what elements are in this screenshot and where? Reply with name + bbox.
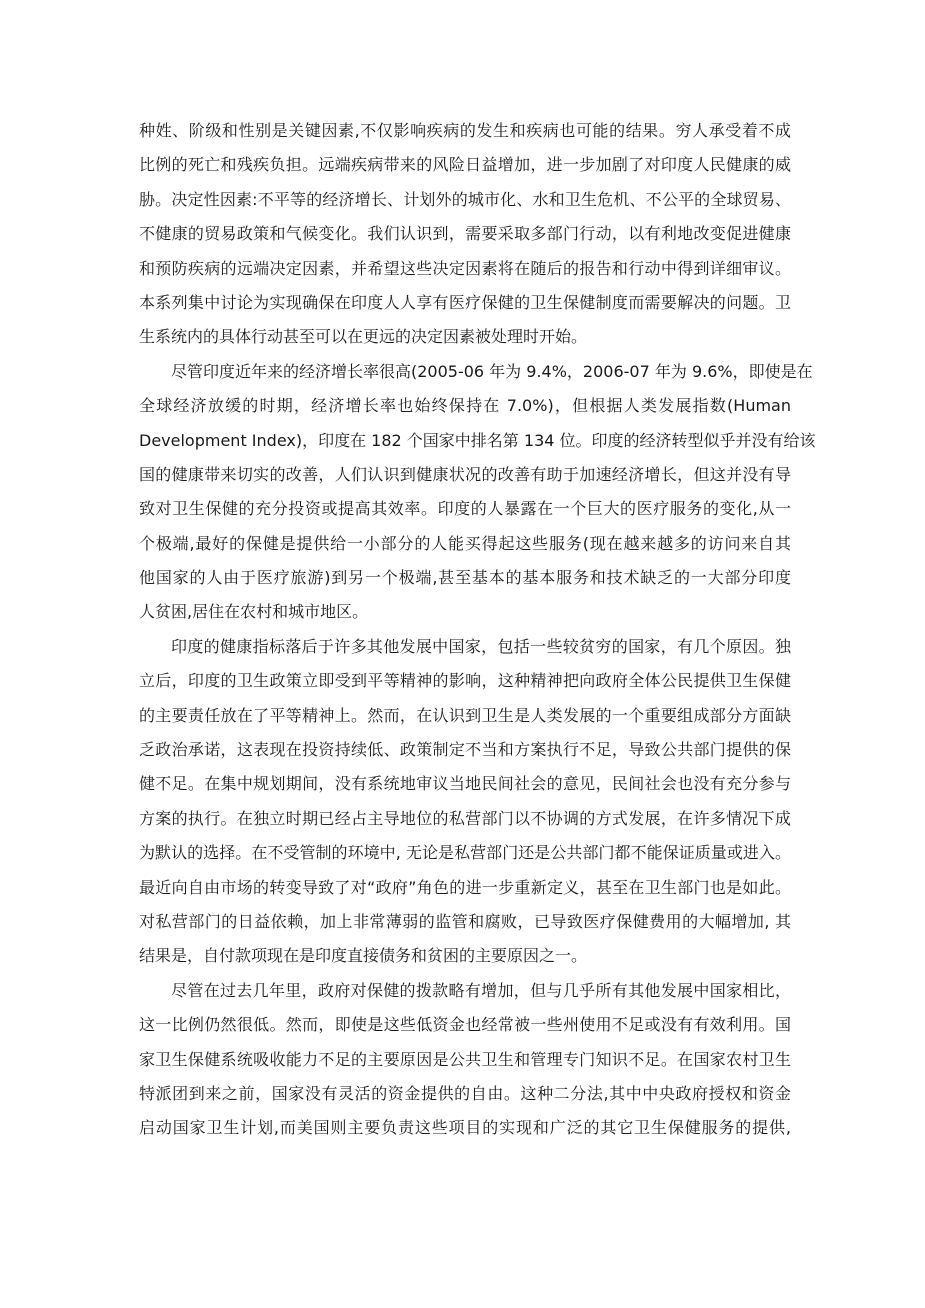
body-text [139, 114, 816, 1146]
text-line: 立后，印度的卫生政策立即受到平等精神的影响，这种精神把向政府全体公民提供卫生保健 [139, 671, 791, 691]
text-line: 个极端,最好的保健是提供给一小部分的人能买得起这些服务(现在越来越多的访问来自其 [139, 533, 791, 553]
text-line: 乏政治承诺，这表现在投资持续低、政策制定不当和方案执行不足，导致公共部门提供的保 [139, 740, 791, 760]
paragraph-3 [139, 630, 791, 974]
text-line: 不健康的贸易政策和气候变化。我们认识到，需要采取多部门行动，以有利地改变促进健康 [139, 224, 791, 244]
text-line: 生系统内的具体行动甚至可以在更远的决定因素被处理时开始。 [139, 327, 588, 347]
text-line: 人贫困,居住在农村和城市地区。 [139, 602, 369, 622]
text-line: 本系列集中讨论为实现确保在印度人人享有医疗保健的卫生保健制度而需要解决的问题。卫 [139, 292, 791, 312]
text-line: 和预防疾病的远端决定因素，并希望这些决定因素将在随后的报告和行动中得到详细审议。 [139, 258, 791, 278]
text-line: 结果是，自付款项现在是印度直接债务和贫困的主要原因之一。 [139, 946, 588, 966]
text-line: 方案的执行。在独立时期已经占主导地位的私营部门以不协调的方式发展，在许多情况下成 [139, 808, 791, 828]
text-line: 健不足。在集中规划期间，没有系统地审议当地民间社会的意见，民间社会也没有充分参与 [139, 774, 791, 794]
text-line: 印度的健康指标落后于许多其他发展中国家，包括一些较贫穷的国家，有几个原因。独 [171, 636, 791, 656]
text-line: 他国家的人由于医疗旅游)到另一个极端,甚至基本的基本服务和技术缺乏的一大部分印度 [139, 568, 791, 588]
paragraph-1 [139, 114, 791, 355]
text-line: 致对卫生保健的充分投资或提高其效率。印度的人暴露在一个巨大的医疗服务的变化,从一 [139, 499, 791, 519]
text-line: 尽管在过去几年里，政府对保健的拨款略有增加，但与几乎所有其他发展中国家相比， [171, 980, 791, 1000]
text-line: 对私营部门的日益依赖，加上非常薄弱的监管和腐败，已导致医疗保健费用的大幅增加, 其 [139, 911, 791, 931]
text-line: 最近向自由市场的转变导致了对“政府”角色的进一步重新定义，甚至在卫生部门也是如此。 [139, 877, 791, 897]
paragraph-4 [139, 974, 791, 1146]
text-line: 特派团到来之前，国家没有灵活的资金提供的自由。这种二分法,其中中央政府授权和资金 [139, 1083, 791, 1103]
text-line: 为默认的选择。在不受管制的环境中, 无论是私营部门还是公共部门都不能保证质量或进入。 [139, 843, 791, 863]
text-line: 种姓、阶级和性别是关键因素,不仅影响疾病的发生和疾病也可能的结果。穷人承受着不成 [139, 121, 791, 140]
text-line: 这一比例仍然很低。然而，即使是这些低资金也经常被一些州使用不足或没有有效利用。国 [139, 1015, 791, 1035]
text-line: Development Index)，印度在 182 个国家中排名第 134 位。印度的经济转型似乎并没有给该 [139, 430, 816, 450]
text-line: 国的健康带来切实的改善，人们认识到健康状况的改善有助于加速经济增长，但这并没有导 [139, 464, 791, 484]
text-line: 家卫生保健系统吸收能力不足的主要原因是公共卫生和管理专门知识不足。在国家农村卫生 [139, 1049, 791, 1069]
text-line: 启动国家卫生计划,而美国则主要负责这些项目的实现和广泛的其它卫生保健服务的提供, [139, 1118, 791, 1138]
text-line: 全球经济放缓的时期，经济增长率也始终保持在 7.0%)，但根据人类发展指数(Human [139, 396, 791, 416]
text-line: 比例的死亡和残疾负担。远端疾病带来的风险日益增加，进一步加剧了对印度人民健康的威 [139, 155, 791, 175]
paragraph-2 [139, 355, 816, 630]
text-line: 尽管印度近年来的经济增长率很高(2005-06 年为 9.4%，2006-07 年为 9.6%，即使是在 [171, 361, 813, 381]
text-line: 的主要责任放在了平等精神上。然而，在认识到卫生是人类发展的一个重要组成部分方面缺 [139, 705, 791, 725]
text-line: 胁。决定性因素:不平等的经济增长、计划外的城市化、水和卫生危机、不公平的全球贸易、 [139, 189, 791, 209]
